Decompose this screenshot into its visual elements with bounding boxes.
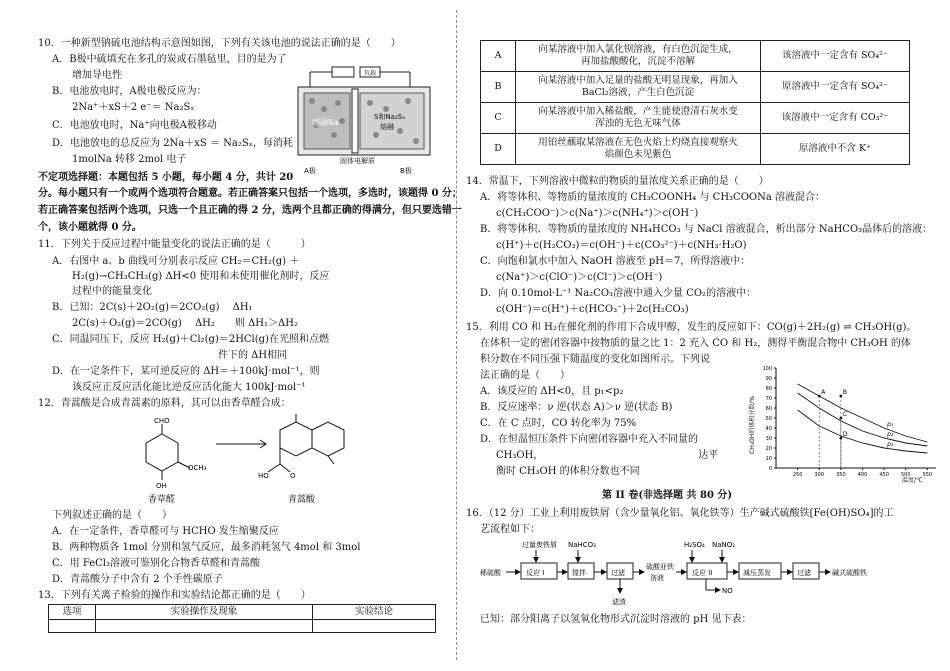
q14-option-a-eq: c(CH₃COO⁻)＞c(Na⁺)＞c(NH₄⁺)＞c(OH⁻) [496,208,699,219]
q15-option-b: B．反应速率：ν 逆(状态 A)＞ν 逆(状态 B) [480,402,673,413]
flow-input-nahco3: NaHCO₃ [568,541,596,549]
point-C [839,417,842,420]
row-a-operation: 向某溶液中加入氯化钡溶液，有白色沉淀生成， 再加盐酸酸化，沉淀不溶解 [516,41,761,72]
process-flow-diagram [466,538,946,610]
series-label-3: p₃ [887,441,894,448]
q11-option-d-cont: 该反应正反应活化能比逆反应活化能大 100kJ·mol⁻¹ [72,382,306,393]
q15-stem-2: 在体积一定的密闭容器中按物质的量之比 1：2 充入 CO 和 H₂，测得平衡混合物中 CH₃OH 的体 [480,338,911,349]
electrolyte-label: 固体电解质 [340,157,375,165]
section-instruction-1: 不定项选择题：本题包括 5 小题，每小题 4 分，共计 20 [38,172,294,183]
q11-option-a: A．右图中 a、b 曲线可分别表示反应 CH₂＝CH₂(g) ＋ [52,256,300,267]
y-tick-label: 50 [765,416,772,422]
q10-option-d-cont: 1molNa 转移 2mol 电子 [72,154,187,165]
x-tick-label: 300 [814,472,825,478]
section-instruction-4: 个，该小题就得 0 分。 [38,222,142,233]
q14-option-b-eq: c(H⁺)＋c(H₂CO₃)＝c(OH⁻)＋c(CO₃²⁻)＋c(NH₃·H₂O) [496,240,747,251]
point-label-B: B [842,389,847,396]
q15-option-d: D．在恒温恒压条件下向密闭容器中充入不同量的 [480,434,699,445]
series-line-1 [798,384,928,442]
q11-stem: 11．下列关于反应过程中能量变化的说法正确的是（ ） [38,239,311,250]
y-tick-label: 10 [765,456,772,462]
q10-option-a: A．B极中硫填充在多孔的炭或石墨毡里，目的是为了 [52,54,287,65]
row-b-conclusion: 原溶液中一定含有 SO₄²⁻ [761,72,910,103]
header-operation: 实验操作及现象 [96,605,313,620]
point-label-C: C [842,411,848,418]
flow-output-residue: 滤渣 [612,598,626,606]
q14-option-d: D．向 0.10mol·L⁻¹ Na₂CO₃溶液中通入少量 CO₂的溶液中： [480,288,757,299]
q15-stem-3: 积分数在不同压强下随温度的变化如图所示。下列说 [480,354,710,365]
q11-option-a-cont: H₂(g)→CH₃CH₃(g) ΔH<0 使用和未使用催化剂时，反应 [72,271,330,282]
y-tick-label: 60 [765,406,772,412]
series-label-1: p₁ [887,421,894,428]
flow-step-evaporate-label: 减压蒸发 [743,569,771,577]
reaction-arrow [216,440,266,448]
q15-option-c: C．在 C 点时，CO 转化率为 75% [480,418,637,429]
row-b-option: B [481,72,516,103]
o-label: O [290,472,296,480]
q13-table-header [48,604,436,633]
molten-na-label: 熔融Na [312,118,339,127]
q13-table-body [480,40,910,165]
row-c-conclusion: 该溶液中一定含有 CO₃²⁻ [761,103,910,134]
x-tick-label: 450 [879,472,889,478]
row-d-option: D [481,134,516,165]
q14-option-d-eq: c(OH⁻)＝c(H⁺)＋c(HCO₃⁻)＋2c(H₂CO₃) [496,304,689,315]
section-instruction-3: 若正确答案包括两个选项，只选一个且正确的得 2 分，选两个且都正确的得满分，但只要选错一 [38,205,462,216]
point-label-A: A [821,389,826,396]
q12-option-a: A．在一定条件，香草醛可与 HCHO 发生缩聚反应 [52,526,279,537]
load-label: 负载 [364,70,377,77]
flow-input-h2so4: H₂SO₄ [684,541,705,549]
q16-known: 已知：部分阳离子以氢氧化物形式沉淀时溶液的 pH 见下表： [480,614,752,625]
x-tick-label: 350 [836,472,846,478]
flow-step-reaction-2-label: 反应 II [692,569,713,577]
q11-option-c-cont: 件下的 ΔH相同 [218,350,288,361]
q15-option-d-cont2: 衡时 CH₃OH 的体积分数也不同 [496,466,640,477]
part2-title: 第 II 卷(非选择题 共 80 分) [602,490,733,501]
q15-option-d-cont: CH₃OH， 达平 [496,450,719,461]
solid-electrolyte [352,89,358,153]
row-d-conclusion: 原溶液中不含 K⁺ [761,134,910,165]
row-a-conclusion: 该溶液中一定含有 SO₄²⁻ [761,41,910,72]
q10-option-b-eq: 2Na⁺＋xS＋2 e⁻＝ Na₂Sₓ [72,102,195,113]
q14-option-c-eq: c(Na⁺)＞c(ClO⁻)＞c(Cl⁻)＞c(OH⁻) [496,272,663,283]
flow-input-nano2: NaNO₂ [712,541,736,549]
q14-option-c: C．向饱和氯水中加入 NaOH 溶液至 pH＝7，所得溶液中： [480,256,751,267]
cathode-label: S和Na₂Sₓ [374,113,406,121]
ho-label: HO [258,472,269,480]
point-B [839,395,842,398]
a-electrode-label: A极 [304,167,316,175]
q10-option-d: D．电池放电的总反应为 2Na＋xS ＝ Na₂Sₓ，每消耗 [52,138,293,149]
q11-option-b-cont: 2C(s)＋O₂(g)＝2CO(g) ΔH₂ 则 ΔH₁＞ΔH₂ [72,318,298,329]
x-tick-label: 250 [792,472,803,478]
row-c-operation: 向某溶液中加入稀盐酸，产生能使澄清石灰水变 浑浊的无色无味气体 [516,103,761,134]
switch-box [332,67,354,77]
y-tick-label: 0 [768,466,772,472]
y-tick-label: 40 [765,426,772,432]
right-column [462,0,950,671]
header-conclusion: 实验结论 [313,605,436,620]
q12-structures-figure [120,412,360,504]
y-tick-label: 70 [765,396,772,402]
oh-label: OH [156,482,167,490]
left-column [0,0,462,671]
series-line-3 [798,410,928,453]
x-tick-label: 500 [900,472,911,478]
row-c-option: C [481,103,516,134]
flow-step-stir-label: 搅拌 [572,569,586,577]
q12-option-b: B．两种物质各 1mol 分别和氢气反应，最多消耗氢气 4mol 和 3mol [52,542,361,553]
q16-stem-1: 16．（12 分）工业上利用废铁屑（含少量氧化铝、氧化铁等）生产碱式硫酸铁[Fe(OH)SO₄]的工 [466,508,894,519]
header-option: 选项 [49,605,96,620]
y-tick-label: 90 [765,376,772,382]
cho-label: CHO [154,417,170,425]
series-label-2: p₂ [887,431,894,438]
q16-stem-2: 艺流程如下： [480,524,540,535]
flow-mid-2: 溶液 [650,574,664,582]
column-divider [456,10,457,660]
q12-option-d: D．青蒿酸分子中含有 2 个手性碳原子 [52,574,223,585]
flow-start: 稀硫酸 [480,569,501,577]
point-A [818,395,821,398]
q11-option-a-cont2: 过程中的能量变化 [72,286,152,297]
cathode-label-2: 熔融 [380,123,394,131]
x-tick-label: 400 [857,472,868,478]
flow-step-filter-1-label: 过滤 [611,569,625,577]
q11-option-d: D．在一定条件下，某可逆反应的 ΔH＝＋100kJ·mol⁻¹，则 [52,366,320,377]
q12-stem: 12．青蒿酸是合成青蒿素的原料，其可以由香草醛合成： [38,398,291,409]
row-d-operation: 用铂丝蘸取某溶液在无色火焰上灼烧直接观察火 焰颜色未见紫色 [516,134,761,165]
flow-mid-1: 硫酸亚铁 [646,563,674,571]
point-label-D: D [842,431,848,438]
flow-end-product: 碱式硫酸铁 [832,569,867,577]
vanillin-structure [146,424,190,480]
q13-stem: 13．下列有关离子检验的操作和实验结论都正确的是（ ） [38,590,311,601]
q15-stem-1: 15．利用 CO 和 H₂在催化剂的作用下合成甲醇，发生的反应如下：CO(g)＋2H₂(g) ⇌ CH₃OH(g)。 [466,322,917,333]
q15-stem-4: 法正确的是（ ） [480,370,570,381]
sodium-sulfur-battery-figure [290,65,438,175]
row-a-option: A [481,41,516,72]
flow-input-iron: 过量废铁屑 [522,541,557,549]
q11-option-c: C．同温同压下，反应 H₂(g)＋Cl₂(g)＝2HCl(g)在光照和点燃 [52,334,329,345]
point-D [839,437,842,440]
x-tick-label: 550 [922,472,933,478]
section-instruction-2: 分。每小题只有一个或两个选项符合题意。若正确答案只包括一个选项，多选时，该题得 0 分； [38,188,462,199]
methanol-fraction-chart [746,360,944,486]
q12-option-c: C．用 FeCl₃溶液可鉴别化合物香草醛和青蒿酸 [52,558,260,569]
y-tick-label: 20 [765,446,772,452]
series-line-2 [798,393,928,446]
q11-option-b: B．已知：2C(s)＋2O₂(g)＝2CO₂(g) ΔH₁ [52,302,253,313]
q14-option-a: A．将等体积、等物质的量浓度的 CH₃COONH₄ 与 CH₃COONa 溶液混合： [480,192,825,203]
flow-step-filter-2-label: 过滤 [797,569,811,577]
y-tick-label: 80 [765,386,772,392]
b-electrode-label: B极 [400,167,412,175]
q10-option-c: C．电池放电时，Na⁺向电极A极移动 [52,120,217,131]
q14-stem: 14．常温下，下列溶液中微粒的物质的量浓度关系正确的是（ ） [466,176,769,187]
y-tick-label: 30 [765,436,772,442]
y-tick-label: 100 [762,366,772,372]
och3-label: OCH₃ [188,464,207,472]
artemisinic-caption: 青蒿酸 [288,495,316,504]
q14-option-b: B．将等体积、等物质的量浓度的 NH₄HCO₃ 与 NaCl 溶液混合，析出部分 NaHCO₃晶体后的溶液： [480,224,933,235]
q10-stem: 10．一种新型钠硫电池结构示意图如图，下列有关该电池的说法正确的是（ ） [38,38,401,49]
chart-x-label: 温度/℃ [902,477,923,484]
flow-step-reaction-1-label: 反应 I [526,569,545,577]
q12-lead: 下列叙述正确的是（ ） [52,510,172,521]
chart-y-label: CH₃OH的体积分数/% [749,395,756,454]
row-b-operation: 向某溶液中加入足量的盐酸无明显现象，再加入 BaCl₂溶液，产生白色沉淀 [516,72,761,103]
vanillin-caption: 香草醛 [148,495,176,504]
flow-output-no: NO [722,587,733,595]
chart-plot-area [762,366,936,478]
q10-option-a-cont: 增加导电性 [72,70,122,81]
q10-option-b: B．电池放电时，A极电极反应为： [52,86,207,97]
artemisinic-acid-structure [268,414,344,472]
q15-option-a: A．该反应的 ΔH<0，且 p₁<p₂ [480,386,624,397]
